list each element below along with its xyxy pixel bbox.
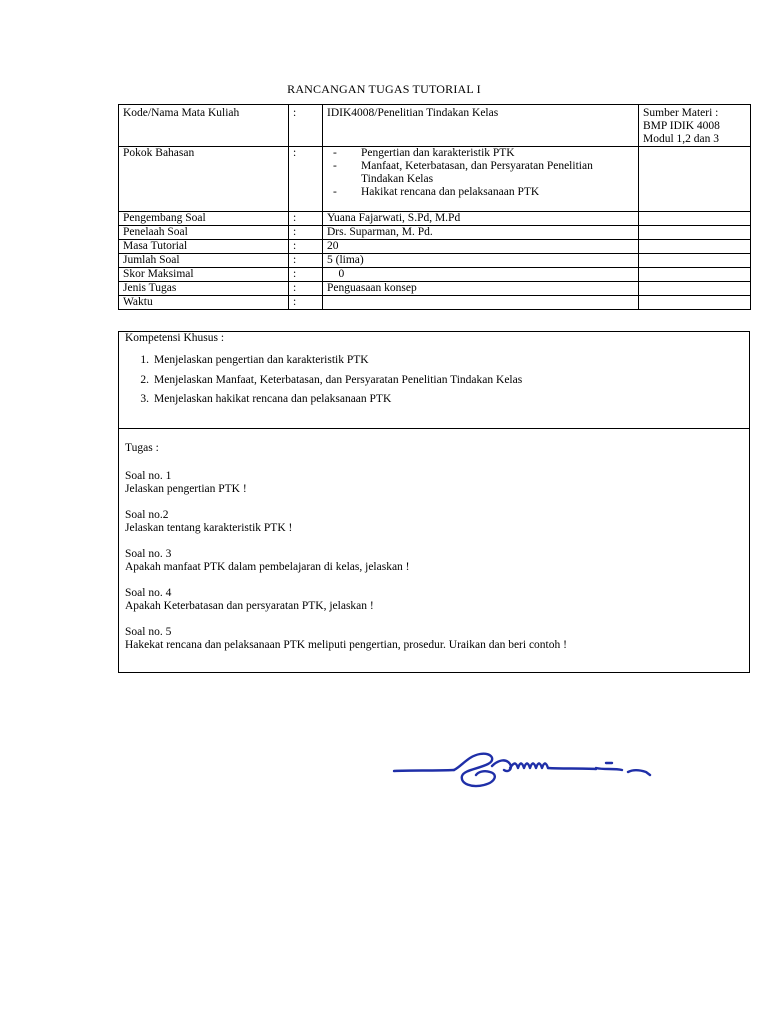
row-label: Jenis Tugas [119,282,289,296]
kode-label: Kode/Nama Mata Kuliah [119,105,289,147]
item-text: Menjelaskan hakikat rencana dan pelaksanaan PTK [154,393,392,405]
kode-colon: : [289,105,323,147]
sumber-line-1: Sumber Materi : [643,107,719,119]
task-box [118,331,750,673]
row-colon: : [289,212,323,226]
topic-item [333,186,634,199]
sumber-line-2: BMP IDIK 4008 [643,120,720,132]
empty-cell [639,296,751,310]
document-title: RANCANGAN TUGAS TUTORIAL I [287,82,481,96]
item-number: 3. [140,393,149,405]
soal-question: Jelaskan pengertian PTK ! [125,483,247,495]
row-colon: : [289,296,323,310]
row-value: 5 (lima) [323,254,639,268]
row-jenis-tugas [119,282,751,296]
tugas-label: Tugas : [125,442,159,454]
soal-item [125,587,735,613]
soal-question: Hakekat rencana dan pelaksanaan PTK meliputi pengertian, prosedur. Uraikan dan beri contoh ! [125,639,567,651]
row-colon: : [289,254,323,268]
soal-item [125,626,735,652]
item-number: 2. [140,373,149,386]
row-colon: : [289,226,323,240]
row-pengembang-soal [119,212,751,226]
row-masa-tutorial [119,240,751,254]
sumber-line-3: Modul 1,2 dan 3 [643,133,720,145]
signature-icon [392,748,654,792]
tugas-section [125,442,735,665]
soal-title: Soal no.2 [125,509,169,521]
kompetensi-item [125,354,522,374]
item-number: 1. [140,354,149,366]
row-value [323,296,639,310]
row-label: Waktu [119,296,289,310]
row-value: Drs. Suparman, M. Pd. [323,226,639,240]
kompetensi-section [119,332,749,429]
bullet-dash: - [333,160,337,172]
soal-title: Soal no. 4 [125,587,172,599]
empty-cell [639,268,751,282]
row-pokok-bahasan [119,147,751,212]
row-penelaah-soal [119,226,751,240]
row-value: 20 [323,240,639,254]
course-info-table [118,104,751,310]
kompetensi-item [125,393,522,413]
row-value: Yuana Fajarwati, S.Pd, M.Pd [323,212,639,226]
row-kode [119,105,751,147]
topic-item [333,160,634,186]
empty-cell [639,254,751,268]
soal-item [125,548,735,574]
kompetensi-item [125,374,522,394]
item-text: Menjelaskan pengertian dan karakteristik PTK [154,354,369,366]
topic-text: Hakikat rencana dan pelaksanaan PTK [361,186,540,198]
item-text: Menjelaskan Manfaat, Keterbatasan, dan Persyaratan Penelitian Tindakan Kelas [154,373,523,386]
sumber-materi [639,105,751,147]
row-label: Penelaah Soal [119,226,289,240]
row-skor-maksimal [119,268,751,282]
row-label: Pengembang Soal [119,212,289,226]
row-colon: : [289,268,323,282]
row-colon: : [289,240,323,254]
empty-cell [639,282,751,296]
row-label: Masa Tutorial [119,240,289,254]
topic-text: Manfaat, Keterbatasan, dan Persyaratan Penelitian Tindakan Kelas [361,160,593,185]
kode-value: IDIK4008/Penelitian Tindakan Kelas [323,105,639,147]
row-value: 0 [323,268,639,282]
soal-question: Jelaskan tentang karakteristik PTK ! [125,522,293,534]
pokok-topic-list [327,147,634,199]
row-value: Penguasaan konsep [323,282,639,296]
row-jumlah-soal [119,254,751,268]
soal-question: Apakah manfaat PTK dalam pembelajaran di kelas, jelaskan ! [125,561,410,573]
topic-item [333,147,634,160]
empty-cell [639,147,751,212]
pokok-colon: : [289,147,323,212]
soal-item [125,470,735,496]
soal-title: Soal no. 5 [125,626,172,638]
row-label: Skor Maksimal [119,268,289,282]
pokok-label: Pokok Bahasan [119,147,289,212]
kompetensi-label: Kompetensi Khusus : [125,332,225,344]
bullet-dash: - [333,147,337,159]
soal-title: Soal no. 3 [125,548,172,560]
pokok-value [323,147,639,212]
soal-question: Apakah Keterbatasan dan persyaratan PTK, jelaskan ! [125,600,374,612]
topic-text: Pengertian dan karakteristik PTK [361,147,515,159]
signature-graphic [392,748,654,792]
empty-cell [639,226,751,240]
empty-cell [639,212,751,226]
soal-title: Soal no. 1 [125,470,172,482]
row-label: Jumlah Soal [119,254,289,268]
row-colon: : [289,282,323,296]
bullet-dash: - [333,186,337,198]
empty-cell [639,240,751,254]
kompetensi-list [125,354,522,413]
row-waktu [119,296,751,310]
soal-item [125,509,735,535]
